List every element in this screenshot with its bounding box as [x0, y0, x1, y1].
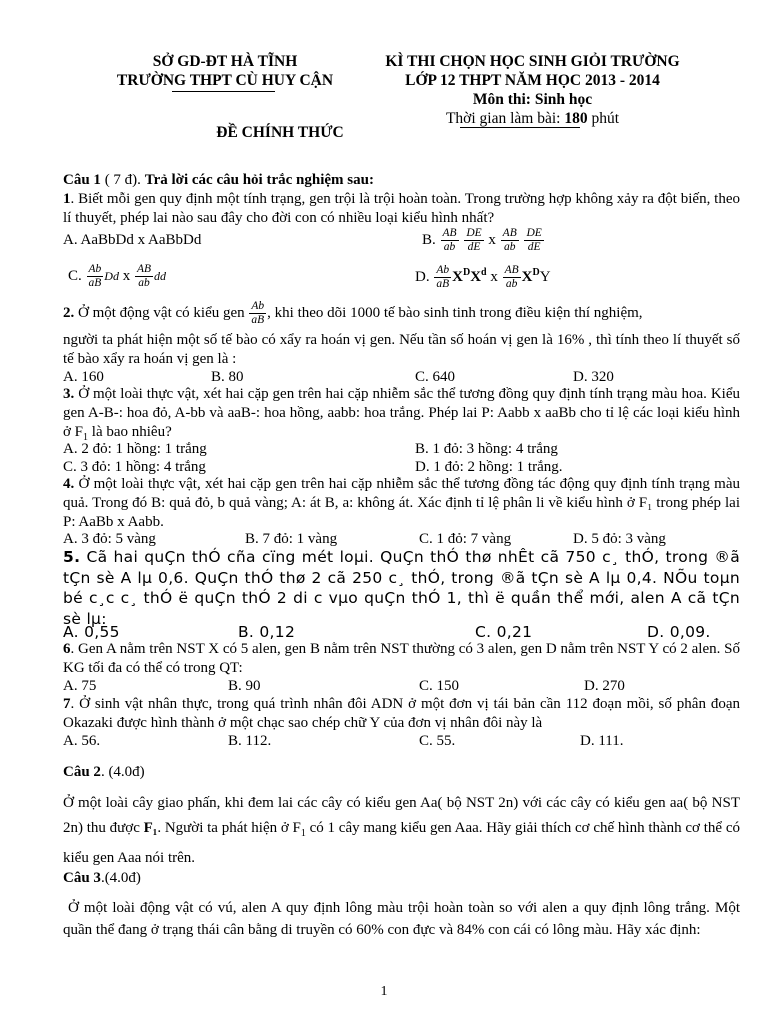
- cau3-label: Câu 3: [63, 870, 101, 886]
- q4-number: 4.: [63, 476, 75, 492]
- q1-option-d: D. $\frac{Ab}{aB}$ $X^DX^d$ x $\frac{AB}{ab}$ $X^DY$: [415, 264, 551, 291]
- q3-option-d: D. 1 đỏ: 2 hồng: 1 trắng.: [415, 459, 563, 475]
- question-3: 3. Ở một loài thực vật, xét hai cặp gen trên hai cặp nhiễm sắc thể tương đồng quy định tính trạng màu hoa. Kiểu gen A-B-: hoa đỏ, A-bb và aaB-: hoa hồng, aabb: hoa trắng. Phép lai P: Aabb x aaBb cho tỉ lệ các loại kiểu hình ở $F_1$ là bao nhiêu?: [63, 386, 740, 443]
- fraction: $\frac{Ab}{aB}$: [436, 264, 450, 291]
- fraction: $\frac{DE}{dE}$: [466, 227, 482, 253]
- exam-title: KÌ THI CHỌN HỌC SINH GIỎI TRƯỜNG: [385, 53, 680, 70]
- q1-option-a: A. AaBbDd x AaBbDd: [63, 232, 202, 248]
- q2-number: 2.: [63, 305, 75, 321]
- fraction: $\frac{AB}{ab}$: [136, 263, 152, 289]
- question-1: [63, 190, 740, 228]
- q6-option-c: C. 150: [419, 678, 460, 694]
- cau3-body: Ở một loài động vật có vú, alen A quy định lông màu trội hoàn toàn so với alen a quy định lông trắng. Một quần thể đang ở trạng thái cân bằng di truyền có 60% con đực và 84% con cái có lông màu. Hãy xác định:: [63, 900, 740, 938]
- header-right: [355, 52, 710, 128]
- cau2-points: . (4.0đ): [100, 764, 145, 780]
- q6-option-a: A. 75: [63, 678, 97, 694]
- subject-label: Môn thi:: [472, 91, 531, 108]
- q5-option-c: C. 0,21: [475, 623, 533, 641]
- q2-option-d: D. 320: [573, 369, 614, 385]
- exam-year: LỚP 12 THPT NĂM HỌC 2013 - 2014: [405, 72, 660, 89]
- exam-time: [355, 109, 710, 128]
- header-right-rule: [460, 127, 580, 128]
- cau2-body: Ở một loài cây giao phấn, khi đem lai các cây có kiểu gen Aa( bộ NST 2n) với các cây có kiểu gen aa( bộ NST 2n) thu được F₁. Người ta phát hiện ở $F_1$ có 1 cây mang kiểu gen Aaa. Hãy giải thích cơ chế hình thành cơ thể có kiểu gen Aaa nói trên.: [63, 795, 740, 866]
- question-7: 7. Ở sinh vật nhân thực, trong quá trình nhân đôi ADN ở một đơn vị tái bản cần 112 đoạn mồi, số phân đoạn Okazaki được hình thành ở một chạc sao chép chữ Y của đơn vị nhân đôi này là: [63, 696, 740, 731]
- q7-option-c: C. 55.: [419, 733, 456, 749]
- q2-option-b: B. 80: [211, 369, 244, 385]
- fraction: $\frac{AB}{ab}$: [442, 227, 457, 253]
- cau3-points: .(4.0đ): [100, 870, 141, 886]
- q5-number: 5.: [63, 548, 81, 566]
- q7-option-b: B. 112.: [228, 733, 272, 749]
- q6-option-d: D. 270: [584, 678, 625, 694]
- q5-option-a: A. 0,55: [63, 623, 120, 641]
- q1-option-b: B. $\frac{AB}{ab}$ $\frac{DE}{dE}$ x $\frac{AB}{ab}$ $\frac{DE}{dE}$: [422, 227, 542, 253]
- q5-options: [63, 622, 740, 641]
- cau2-label: Câu 2: [63, 764, 101, 780]
- q7-option-a: A. 56.: [63, 733, 101, 749]
- question-2: 2. Ở một động vật có kiểu gen $\frac{Ab}{aB}$ , khi theo dõi 1000 tế bào sinh tinh trong điều kiện thí nghiệm,: [63, 300, 643, 326]
- cau1-points: ( 7 đ).: [104, 172, 141, 188]
- cau1-heading: [63, 171, 740, 190]
- header-left: [90, 52, 360, 90]
- time-value: 180: [564, 110, 588, 127]
- q1-text: . Biết mỗi gen quy định một tính trạng, gen trội là trội hoàn toàn. Trong trường hợp không xảy ra đột biến, theo lí thuyết, phép lai nào sau đây cho đời con có nhiều loại kiểu hình nhất?: [63, 191, 740, 226]
- question-5: 5. Cã hai quÇn thÓ cña cïng mét loµi. QuÇn thÓ thø nhÊt cã 750 c¸ thÓ, trong ®ã tÇn sè A lµ 0,6. QuÇn thÓ thø 2 cã 250 c¸ thÓ, trong ®ã tÇn sè A lµ 0,4. NÕu toµn bé c¸c c¸ thÓ ë quÇn thÓ 2 di c vµo quÇn thÓ 1, thì ë quần thể mới, alen A cã tÇn sè lµ:: [63, 548, 740, 628]
- q1-number: 1: [63, 191, 71, 207]
- school-name: TRƯỜNG THPT CÙ HUY CẬN: [116, 72, 334, 89]
- q6-option-b: B. 90: [228, 678, 261, 694]
- q6-number: 6: [63, 641, 71, 657]
- q3-options-ab: [63, 440, 740, 459]
- header-left-rule: [172, 91, 275, 92]
- q3-option-c: C. 3 đỏ: 1 hồng: 4 trắng: [63, 459, 206, 475]
- q1-options-ab: [63, 227, 740, 261]
- q7-option-d: D. 111.: [580, 733, 624, 749]
- time-label: Thời gian làm bài:: [445, 110, 561, 127]
- exam-subject: [355, 90, 710, 109]
- q6-options: [63, 677, 740, 696]
- q1-option-c: C. $\frac{Ab}{aB}$ Dd x $\frac{AB}{ab}$ dd: [68, 263, 167, 289]
- cau3-heading: [63, 869, 740, 888]
- cau1-label: Câu 1: [63, 172, 101, 188]
- cau1-instruction: Trả lời các câu hỏi trắc nghiệm sau:: [144, 172, 374, 188]
- official-label: ĐỀ CHÍNH THỨC: [216, 124, 344, 141]
- fraction: $\frac{AB}{ab}$: [502, 227, 517, 253]
- q4-option-c: C. 1 đỏ: 7 vàng: [419, 531, 512, 547]
- fraction: $\frac{DE}{dE}$: [526, 227, 542, 253]
- q3-option-a: A. 2 đỏ: 1 hồng: 1 trắng: [63, 441, 207, 457]
- q4-option-a: A. 3 đỏ: 5 vàng: [63, 531, 156, 547]
- q1-options-cd: [63, 265, 740, 297]
- page-number: 1: [380, 984, 388, 999]
- q5-option-d: D. 0,09.: [647, 623, 711, 641]
- fraction: $\frac{AB}{ab}$: [504, 264, 519, 291]
- q3-number: 3.: [63, 386, 75, 402]
- q5-option-b: B. 0,12: [238, 623, 296, 641]
- q4-option-d: D. 5 đỏ: 3 vàng: [573, 531, 666, 547]
- q4-option-b: B. 7 đỏ: 1 vàng: [245, 531, 338, 547]
- fraction: $\frac{Ab}{aB}$: [251, 300, 265, 326]
- question-6: 6. Gen A nằm trên NST X có 5 alen, gen B nằm trên NST thường có 3 alen, gen D nằm trên NST Y có 2 alen. Số KG tối đa có thể có trong QT:: [63, 641, 740, 676]
- q7-options: [63, 732, 740, 751]
- q3-option-b: B. 1 đỏ: 3 hồng: 4 trắng: [415, 441, 558, 457]
- department-name: SỞ GD-ĐT HÀ TĨNH: [152, 53, 298, 70]
- q2-continuation: người ta phát hiện một số tế bào có xẩy ra hoán vị gen. Nếu tần số hoán vị gen là 16% , thì tính theo lí thuyết số tế bào xẩy ra hoán vị gen là :: [63, 332, 740, 367]
- q7-number: 7: [63, 696, 71, 712]
- subject-value: Sinh học: [534, 91, 593, 108]
- q2-option-a: A. 160: [63, 369, 104, 385]
- q2-option-c: C. 640: [415, 369, 456, 385]
- cau2-heading: [63, 763, 740, 782]
- time-unit: phút: [591, 110, 620, 127]
- fraction: $\frac{Ab}{aB}$: [88, 263, 102, 289]
- question-4: 4. Ở một loài thực vật, xét hai cặp gen trên hai cặp nhiễm sắc thể tương đồng tác động quy định tính trạng màu quả. Trong đó B: quả đỏ, b quả vàng; A: át B, a: không át. Xác định tỉ lệ phân li về kiểu hình ở F₁ trong phép lai P: AaBb x Aabb.: [63, 476, 741, 530]
